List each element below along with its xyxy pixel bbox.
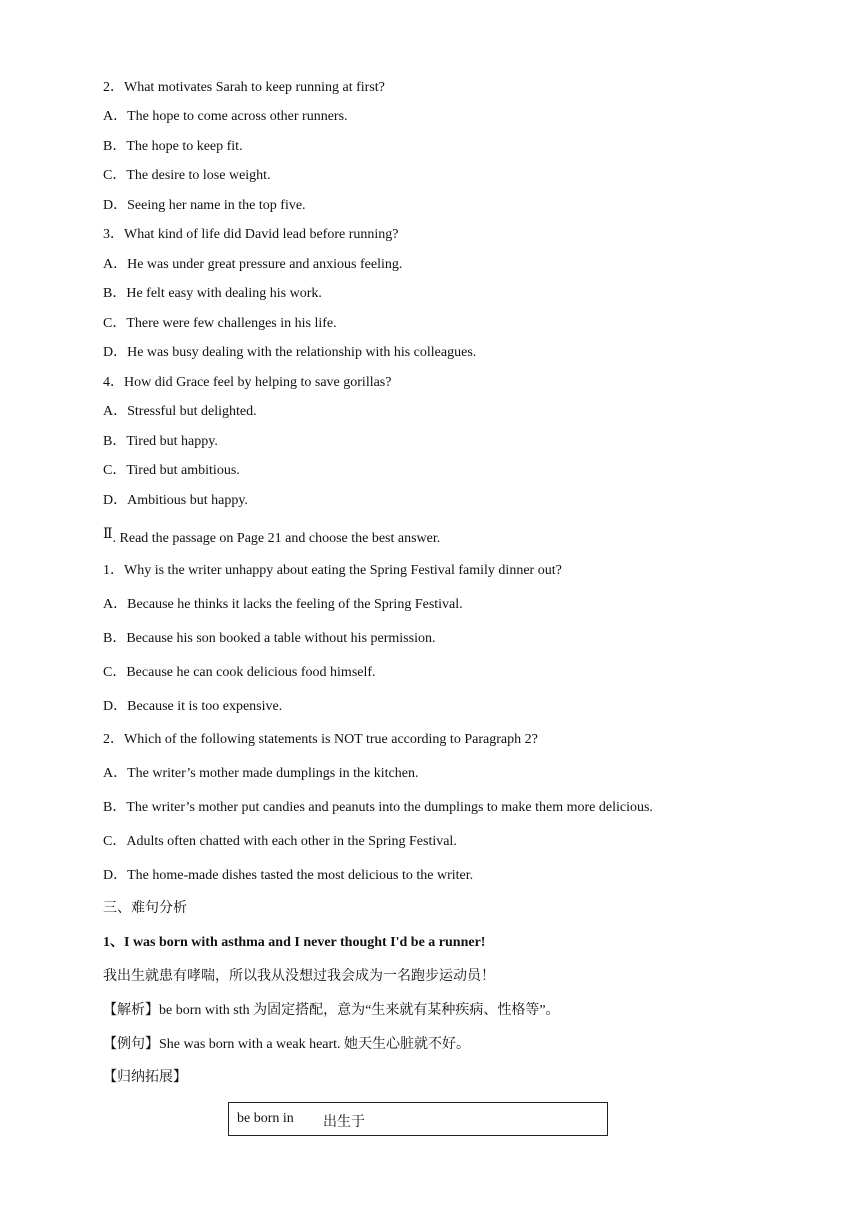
example-text: 【例句】She was born with a weak heart. 她天生心脏就不好。 — [103, 1037, 471, 1052]
s2-option-1c: C．Because he can cook delicious food himself. — [103, 665, 376, 680]
s2-option-1d: D．Because it is too expensive. — [103, 699, 283, 714]
s2-option-2a: A．The writer’s mother made dumplings in the kitchen. — [103, 766, 419, 781]
table-meaning: 出生于 — [323, 1115, 365, 1130]
s2-option-1b: B．Because his son booked a table without his permission. — [103, 631, 436, 646]
option-2d: D．Seeing her name in the top five. — [103, 198, 306, 213]
sentence-translation: 我出生就患有哮喘，所以我从没想过我会成为一名跑步运动员！ — [103, 969, 495, 984]
option-2b: B．The hope to keep fit. — [103, 139, 243, 154]
s2-option-2d: D．The home-made dishes tasted the most delicious to the writer. — [103, 868, 474, 883]
question-2: 2．What motivates Sarah to keep running at first? — [103, 80, 385, 95]
option-2a: A．The hope to come across other runners. — [103, 109, 348, 124]
section-2-instruction — [103, 527, 441, 548]
option-3a: A．He was under great pressure and anxious feeling. — [103, 257, 403, 272]
s2-option-2b: B．The writer’s mother put candies and peanuts into the dumplings to make them more delicious. — [103, 800, 653, 815]
extension-table — [228, 1102, 608, 1136]
option-4a: A．Stressful but delighted. — [103, 404, 257, 419]
extension-label: 【归纳拓展】 — [103, 1070, 187, 1085]
roman-numeral: Ⅱ — [103, 527, 113, 542]
option-4c: C．Tired but ambitious. — [103, 463, 240, 478]
option-4d: D．Ambitious but happy. — [103, 493, 248, 508]
s2-question-2: 2．Which of the following statements is NOT true according to Paragraph 2? — [103, 732, 538, 747]
option-3b: B．He felt easy with dealing his work. — [103, 286, 322, 301]
option-3c: C．There were few challenges in his life. — [103, 316, 337, 331]
option-4b: B．Tired but happy. — [103, 434, 218, 449]
s2-option-1a: A．Because he thinks it lacks the feeling of the Spring Festival. — [103, 597, 463, 612]
section-3-heading: 三、难句分析 — [103, 901, 187, 916]
option-3d: D．He was busy dealing with the relationship with his colleagues. — [103, 345, 477, 360]
instruction-text: . Read the passage on Page 21 and choose the best answer. — [112, 531, 441, 546]
analysis-text: 【解析】be born with sth 为固定搭配，意为“生来就有某种疾病、性格等”。 — [103, 1003, 560, 1018]
difficult-sentence: 1、I was born with asthma and I never thought I'd be a runner! — [103, 935, 486, 950]
s2-question-1: 1．Why is the writer unhappy about eating the Spring Festival family dinner out? — [103, 563, 562, 578]
question-3: 3．What kind of life did David lead before running? — [103, 227, 399, 242]
table-phrase: be born in — [237, 1111, 294, 1126]
question-4: 4．How did Grace feel by helping to save gorillas? — [103, 375, 392, 390]
s2-option-2c: C．Adults often chatted with each other in the Spring Festival. — [103, 834, 457, 849]
option-2c: C．The desire to lose weight. — [103, 168, 271, 183]
